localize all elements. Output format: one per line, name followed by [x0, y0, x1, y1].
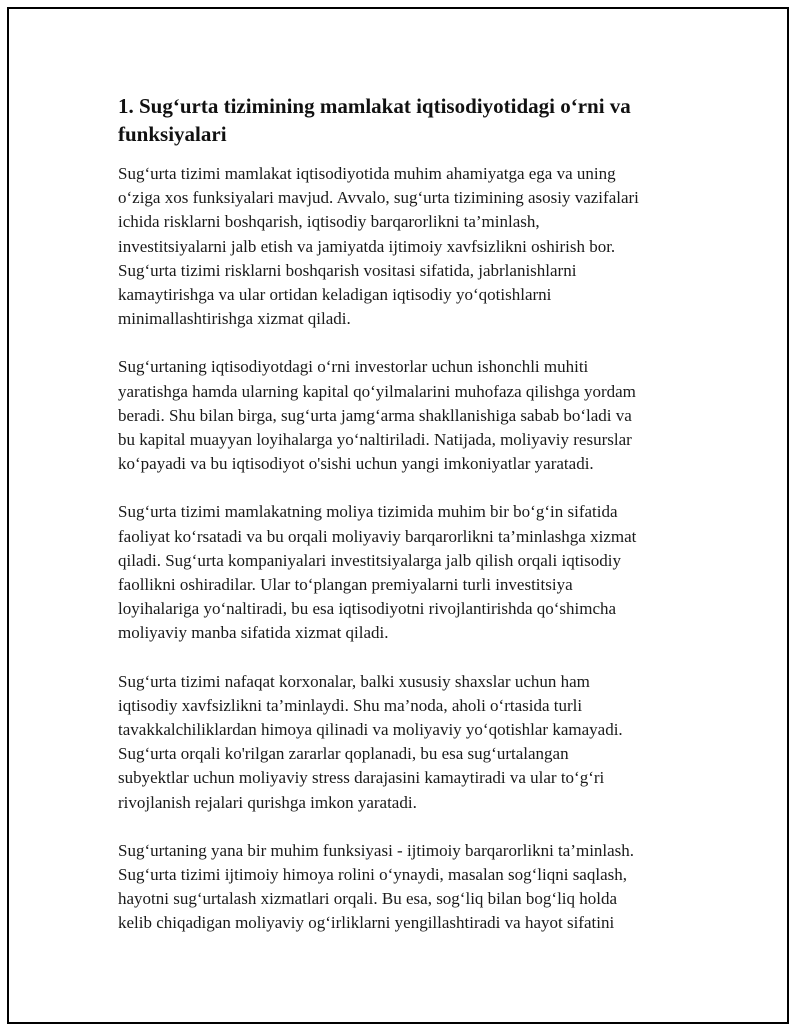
text-line: yaratishga hamda ularning kapital qo‘yilmalarini muhofaza qilishga yordam — [118, 381, 636, 401]
paragraph-5 — [118, 839, 688, 936]
text-line: Sug‘urtaning yana bir muhim funksiyasi - ijtimoiy barqarorlikni ta’minlash. — [118, 840, 635, 860]
text-line: moliyaviy manba sifatida xizmat qiladi. — [118, 623, 389, 643]
text-line: faoliyat ko‘rsatadi va bu orqali moliyaviy barqarorlikni ta’minlashga xizmat — [118, 526, 637, 546]
paragraph-3 — [118, 500, 688, 645]
text-line: subyektlar uchun moliyaviy stress darajasini kamaytiradi va ular to‘g‘ri — [118, 768, 605, 788]
section-heading — [118, 92, 688, 148]
heading-line: funksiyalari — [118, 122, 227, 146]
text-line: Sug‘urta orqali ko'rilgan zararlar qoplanadi, bu esa sug‘urtalangan — [118, 744, 569, 764]
text-line: beradi. Shu bilan birga, sug‘urta jamg‘arma shakllanishiga sabab bo‘ladi va — [118, 405, 632, 425]
heading-line: 1. Sug‘urta tizimining mamlakat iqtisodiyotidagi o‘rni va — [118, 94, 631, 118]
text-line: rivojlanish rejalari qurishga imkon yaratadi. — [118, 792, 417, 812]
text-line: Sug‘urta tizimi nafaqat korxonalar, balki xususiy shaxslar uchun ham — [118, 671, 590, 691]
text-line: investitsiyalarni jalb etish va jamiyatda ijtimoiy xavfsizlikni oshirish bor. — [118, 236, 616, 256]
text-line: Sug‘urtaning iqtisodiyotdagi o‘rni investorlar uchun ishonchli muhiti — [118, 357, 589, 377]
text-line: minimallashtirishga xizmat qiladi. — [118, 309, 351, 329]
text-line: kelib chiqadigan moliyaviy og‘irliklarni yengillashtiradi va hayot sifatini — [118, 913, 615, 933]
text-line: qiladi. Sug‘urta kompaniyalari investitsiyalarga jalb qilish orqali iqtisodiy — [118, 550, 621, 570]
text-line: Sug‘urta tizimi ijtimoiy himoya rolini o‘ynaydi, masalan sog‘liqni saqlash, — [118, 865, 627, 885]
text-line: loyihalariga yo‘naltiradi, bu esa iqtisodiyotni rivojlantirishda qo‘shimcha — [118, 599, 617, 619]
text-line: Sug‘urta tizimi mamlakatning moliya tizimida muhim bir bo‘g‘in sifatida — [118, 502, 618, 522]
text-line: iqtisodiy xavfsizlikni ta’minlaydi. Shu ma’noda, aholi o‘rtasida turli — [118, 695, 583, 715]
text-line: kamaytirishga va ular ortidan keladigan iqtisodiy yo‘qotishlarni — [118, 285, 552, 305]
text-line: bu kapital muayyan loyihalarga yo‘naltiriladi. Natijada, moliyaviy resurslar — [118, 430, 632, 450]
paragraph-4 — [118, 670, 688, 815]
paragraph-1 — [118, 162, 688, 331]
text-line: Sug‘urta tizimi mamlakat iqtisodiyotida muhim ahamiyatga ega va uning — [118, 164, 616, 183]
paragraph-2 — [118, 355, 688, 476]
text-line: Sug‘urta tizimi risklarni boshqarish vositasi sifatida, jabrlanishlarni — [118, 260, 577, 280]
text-line: ko‘payadi va bu iqtisodiyot o'sishi uchun yangi imkoniyatlar yaratadi. — [118, 454, 594, 474]
text-line: hayotni sug‘urtalash xizmatlari orqali. Bu esa, sog‘liq bilan bog‘liq holda — [118, 889, 618, 909]
text-line: o‘ziga xos funksiyalari mavjud. Avvalo, sug‘urta tizimining asosiy vazifalari — [118, 188, 639, 208]
document-body — [118, 92, 688, 960]
text-line: faollikni oshiradilar. Ular to‘plangan premiyalarni turli investitsiya — [118, 575, 573, 595]
text-line: tavakkalchiliklardan himoya qilinadi va moliyaviy yo‘qotishlar kamayadi. — [118, 720, 623, 740]
text-line: ichida risklarni boshqarish, iqtisodiy barqarorlikni ta’minlash, — [118, 212, 540, 232]
